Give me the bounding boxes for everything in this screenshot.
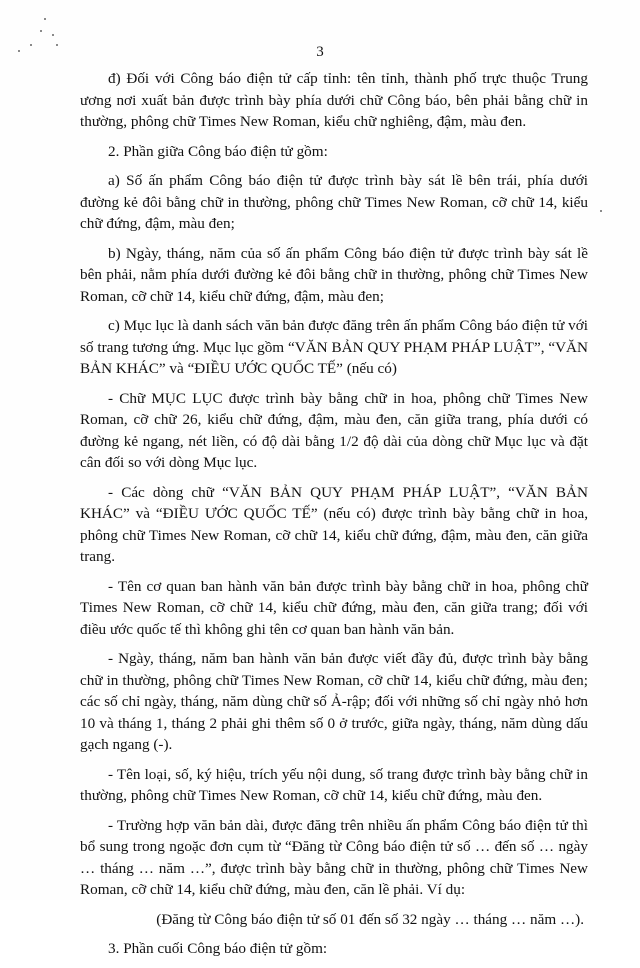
bullet-muc-luc: - Chữ MỤC LỤC được trình bày bằng chữ in hoa, phông chữ Times New Roman, cỡ chữ 26, kiểu chữ đứng, đậm, màu đen, căn giữa trang, phía dưới có đường kẻ ngang, nét liền, có độ dài bằng 1/2 độ dài của dòng chữ Mục lục và đặt cân đối so với dòng Mục lục. [80,389,588,471]
page-number: 3 [316,44,324,60]
example-line: (Đăng từ Công báo điện tử số 01 đến số 32 ngày … tháng … năm …). [156,910,584,928]
paragraph-b-date: b) Ngày, tháng, năm của số ấn phẩm Công báo điện tử được trình bày sát lề bên phải, nằm phía dưới đường kẻ đôi bằng chữ in thường, phông chữ Times New Roman, cỡ chữ 14, kiểu chữ đứng, đậm, màu đen; [80,244,588,305]
section-3-heading: 3. Phần cuối Công báo điện tử gồm: [108,940,328,957]
bullet-issuing-agency: - Tên cơ quan ban hành văn bản được trình bày bằng chữ in hoa, phông chữ Times New Roman, cỡ chữ 14, kiểu chữ đứng, màu đen, căn giữa trang; đối với điều ước quốc tế thì không ghi tên cơ quan ban hành văn bản. [80,577,588,638]
paragraph-c-table-of-contents: c) Mục lục là danh sách văn bản được đăng trên ấn phẩm Công báo điện tử với số trang tương ứng. Mục lục gồm “VĂN BẢN QUY PHẠM PHÁP LUẬT”, “VĂN BẢN KHÁC” và “ĐIỀU ƯỚC QUỐC TẾ” (nếu có) [80,317,588,377]
bullet-issue-date: - Ngày, tháng, năm ban hành văn bản được viết đầy đủ, được trình bày bằng chữ in thường, phông chữ Times New Roman, cỡ chữ 14, kiểu chữ đứng, màu đen; các số chỉ ngày, tháng, năm dùng chữ số Ả-rập; đối với những số chỉ ngày nhỏ hơn 10 và tháng 1, tháng 2 phải ghi thêm số 0 ở trước, giữa ngày, tháng, năm dùng dấu gạch ngang (-). [80,650,588,753]
section-2-heading: 2. Phần giữa Công báo điện tử gồm: [108,142,328,160]
bullet-section-lines: - Các dòng chữ “VĂN BẢN QUY PHẠM PHÁP LUẬT”, “VĂN BẢN KHÁC” và “ĐIỀU ƯỚC QUỐC TẾ” (nếu có) được trình bày bằng chữ in hoa, phông chữ Times New Roman, cỡ chữ 14, kiểu chữ đứng, đậm, màu đen, căn giữa trang. [80,483,588,565]
bullet-long-document: - Trường hợp văn bản dài, được đăng trên nhiều ấn phẩm Công báo điện tử thì bổ sung trong ngoặc đơn cụm từ “Đăng từ Công báo điện tử số … đến số … ngày … tháng … năm …”, được trình bày bằng chữ in thường, phông chữ Times New Roman, cỡ chữ 14, kiểu chữ đứng, màu đen, căn lề phải. Ví dụ: [80,816,588,898]
bullet-document-type: - Tên loại, số, ký hiệu, trích yếu nội dung, số trang được trình bày bằng chữ in thường, phông chữ Times New Roman, cỡ chữ 14, kiểu chữ đứng, màu đen. [80,765,588,804]
paragraph-a-issue-number: a) Số ấn phẩm Công báo điện tử được trình bày sát lề bên trái, phía dưới đường kẻ đôi bằng chữ in thường, phông chữ Times New Roman, cỡ chữ 14, kiểu chữ đứng, đậm, màu đen; [80,172,588,232]
paragraph-d-provincial: đ) Đối với Công báo điện tử cấp tỉnh: tên tỉnh, thành phố trực thuộc Trung ương nơi xuất bản được trình bày phía dưới chữ Công báo, bên phải bằng chữ in thường, phông chữ Times New Roman, kiểu chữ nghiêng, đậm, màu đen. [80,70,588,130]
document-body [80,68,588,968]
